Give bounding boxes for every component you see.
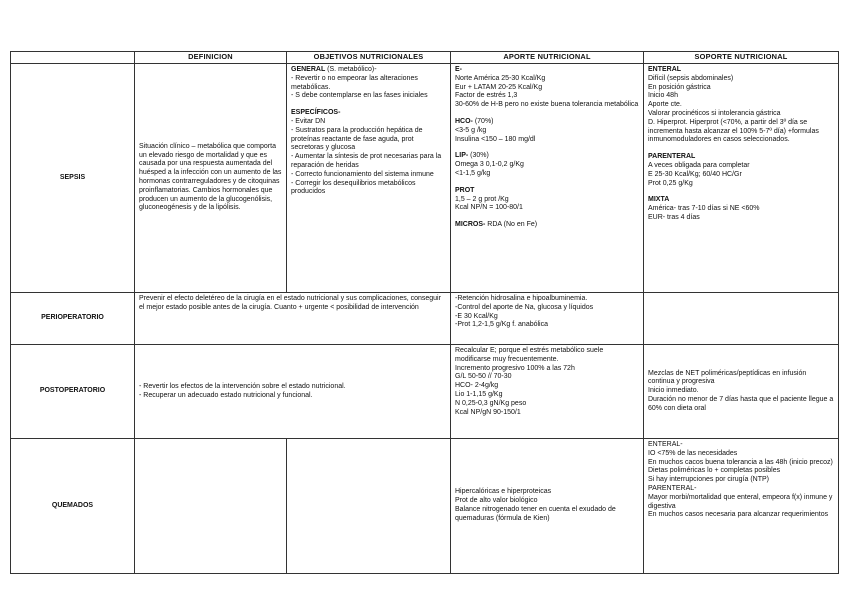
quemados-soporte-item: Mayor morbi/mortalidad que enteral, empeora f(x) inmune y digestiva — [648, 493, 833, 510]
sepsis-soporte — [644, 64, 839, 293]
postoperatorio-aporte-item: N 0,25-0,3 gN/Kg peso — [455, 399, 527, 407]
soporte-enteral-item: Difícil (sepsis abdominales) — [648, 74, 734, 82]
quemados-aporte-item: Prot de alto valor biológico — [455, 497, 538, 505]
row-quemados — [11, 439, 839, 574]
postoperatorio-definicion-item: - Revertir los efectos de la intervención sobre el estado nutricional. — [139, 382, 346, 390]
header-definicion: DEFINICION — [135, 52, 287, 64]
postoperatorio-aporte-item: HCO- 2-4g/kg — [455, 382, 499, 390]
soporte-parenteral-item: E 25-30 Kcal/Kg; 60/40 HC/Gr — [648, 170, 742, 178]
header-soporte: SOPORTE NUTRICIONAL — [644, 52, 839, 64]
aporte-lip-suffix: (30%) — [468, 152, 489, 160]
perioperatorio-aporte-item: -Prot 1,2-1,5 g/Kg f. anabólica — [455, 321, 548, 329]
soporte-enteral-item: En posición gástrica — [648, 83, 711, 91]
aporte-e-item: 30-60% de H-B pero no existe buena tolerancia metabólica — [455, 101, 639, 109]
quemados-aporte-item: Hipercalóricas e hiperproteicas — [455, 488, 552, 496]
soporte-enteral-item: Valorar procinéticos si intolerancia gástrica — [648, 109, 781, 117]
quemados-definicion — [135, 439, 287, 574]
objetivos-especificos-item: - Corregir los desequilibrios metabólicos producidos — [291, 179, 416, 196]
nutrition-table — [10, 51, 839, 574]
aporte-micros-suffix: RDA (No en Fe) — [485, 221, 538, 229]
header-aporte: APORTE NUTRICIONAL — [451, 52, 644, 64]
sepsis-definicion: Situación clínico – metabólica que comporta un elevado riesgo de mortalidad y que es causada por una respuesta aumentada del huésped a la infección con un aumento de las hormonas contrarreguladores y de citoquinas proinflamatorias. Cambios hormonales que producen un aumento de la glucogenólisis, gluconeogénesis y de la lipólisis. — [135, 64, 287, 293]
perioperatorio-definicion: Prevenir el efecto deletéreo de la cirugía en el estado nutricional y sus complicaciones, conseguir el mejor estado posible antes de la cirugía. Cuanto + urgente < posibilidad de intervención — [135, 293, 451, 345]
quemados-soporte-item: ENTERAL- — [648, 441, 683, 448]
perioperatorio-label: PERIOPERATORIO — [11, 293, 135, 345]
perioperatorio-aporte-item: -Control del aporte de Na, glucosa y líquidos — [455, 303, 594, 311]
soporte-enteral-item: D. Hiperprot. Hiperprot (<70%, a partir del 3º día se incrementa hasta alcanzar el 100% 5-7º día) +formulas inmunomoduladores en casos seleccionados. — [648, 118, 819, 144]
soporte-mixta-label: MIXTA — [648, 196, 670, 204]
postoperatorio-aporte-item: G/L 50-50 // 70-30 — [455, 373, 512, 381]
quemados-soporte — [644, 439, 839, 574]
postoperatorio-definicion — [135, 345, 451, 439]
header-objetivos: OBJETIVOS NUTRICIONALES — [287, 52, 451, 64]
aporte-e-label: E- — [455, 66, 462, 73]
objetivos-especificos-item: - Evitar DN — [291, 117, 326, 125]
quemados-soporte-item: En muchos cacos buena tolerancia a las 48h (inicio precoz) — [648, 458, 833, 466]
aporte-lip-item: Omega 3 0,1-0,2 g/Kg — [455, 161, 524, 169]
objetivos-general-item: - Revertir o no empeorar las alteraciones metabólicas. — [291, 74, 418, 91]
quemados-soporte-item: IO <75% de las necesidades — [648, 449, 738, 457]
quemados-soporte-item: En muchos casos necesaria para alcanzar requerimientos — [648, 511, 829, 519]
quemados-aporte-item: Balance nitrogenado tener en cuenta el exudado de quemaduras (fórmula de Kien) — [455, 506, 616, 522]
aporte-e-item: Eur + LATAM 20-25 Kcal/Kg — [455, 83, 543, 91]
header-empty — [11, 52, 135, 64]
aporte-lip-label: LIP- — [455, 152, 469, 160]
row-postoperatorio — [11, 345, 839, 439]
objetivos-especificos-item: - Sustratos para la producción hepática de proteínas reactante de fase aguda, prot secretoras y glucosa — [291, 126, 423, 152]
quemados-soporte-item: Dietas poliméricas lo + completas posibles — [648, 467, 781, 475]
aporte-prot-item: Kcal NP/N = 100-80/1 — [455, 204, 523, 212]
quemados-aporte — [451, 439, 644, 574]
quemados-soporte-item: Si hay interrupciones por cirugía (NTP) — [648, 476, 769, 484]
perioperatorio-aporte-item: -Retención hidrosalina e hipoalbuminemia. — [455, 295, 588, 302]
aporte-micros-label: MICROS- — [455, 221, 486, 229]
aporte-hco-item: <3-5 g /kg — [455, 126, 487, 134]
quemados-label: QUEMADOS — [11, 439, 135, 574]
sepsis-aporte — [451, 64, 644, 293]
quemados-objetivos — [287, 439, 451, 574]
soporte-enteral-item: Aporte cte. — [648, 101, 682, 109]
aporte-lip-item: <1-1,5 g/kg — [455, 169, 491, 177]
objetivos-especificos-item: - Aumentar la síntesis de prot necesarias para la reparación de heridas — [291, 153, 442, 169]
postoperatorio-aporte-item: Incremento progresivo 100% a las 72h — [455, 364, 575, 372]
header-row — [11, 52, 839, 64]
aporte-prot-item: 1,5 – 2 g prot /Kg — [455, 195, 509, 203]
perioperatorio-aporte — [451, 293, 644, 345]
soporte-parenteral-label: PARENTERAL — [648, 153, 696, 161]
postoperatorio-aporte-item: Lio 1-1,15 g/Kg — [455, 390, 503, 398]
perioperatorio-aporte-item: -E 30 Kcal/Kg — [455, 312, 498, 320]
soporte-enteral-label: ENTERAL — [648, 66, 682, 73]
objetivos-general-label: GENERAL — [291, 66, 326, 73]
perioperatorio-soporte — [644, 293, 839, 345]
sepsis-objetivos — [287, 64, 451, 293]
postoperatorio-label: POSTOPERATORIO — [11, 345, 135, 439]
postoperatorio-soporte-item: Duración no menor de 7 días hasta que el paciente llegue a 60% con dieta oral — [648, 395, 834, 412]
soporte-mixta-item: EUR- tras 4 días — [648, 213, 700, 221]
objetivos-especificos-item: - Correcto funcionamiento del sistema inmune — [291, 170, 434, 178]
objetivos-especificos-label: ESPECÍFICOS- — [291, 109, 341, 117]
row-perioperatorio — [11, 293, 839, 345]
soporte-parenteral-item: A veces obligada para completar — [648, 161, 750, 169]
aporte-hco-suffix: (70%) — [472, 117, 494, 125]
sepsis-label: SEPSIS — [11, 64, 135, 293]
postoperatorio-soporte-item: Mezclas de NET poliméricas/peptídicas en infusión continua y progresiva — [648, 369, 807, 386]
quemados-soporte-item: PARENTERAL- — [648, 484, 697, 492]
objetivos-general-suffix: (S. metabólico)- — [325, 66, 377, 73]
postoperatorio-aporte-item: Recalcular E; porque el estrés metabólico suele modificarse muy frecuentemente. — [455, 347, 604, 363]
soporte-mixta-item: América- tras 7-10 días si NE <60% — [648, 205, 760, 213]
postoperatorio-soporte — [644, 345, 839, 439]
aporte-e-item: Factor de estrés 1,3 — [455, 92, 518, 100]
aporte-e-item: Norte América 25-30 Kcal/Kg — [455, 74, 546, 82]
soporte-parenteral-item: Prot 0,25 g/Kg — [648, 179, 693, 187]
postoperatorio-aporte-item: Kcal NP/gN 90-150/1 — [455, 408, 521, 416]
postoperatorio-definicion-item: - Recuperar un adecuado estado nutricional y funcional. — [139, 391, 313, 399]
aporte-hco-label: HCO- — [455, 117, 473, 125]
postoperatorio-soporte-item: Inicio inmediato. — [648, 387, 699, 395]
soporte-enteral-item: Inicio 48h — [648, 92, 678, 100]
row-sepsis — [11, 64, 839, 293]
aporte-prot-label: PROT — [455, 186, 475, 194]
objetivos-general-item: - S debe contemplarse en las fases iniciales — [291, 92, 428, 100]
postoperatorio-aporte — [451, 345, 644, 439]
aporte-hco-item: Insulina <150 – 180 mg/dl — [455, 135, 536, 143]
